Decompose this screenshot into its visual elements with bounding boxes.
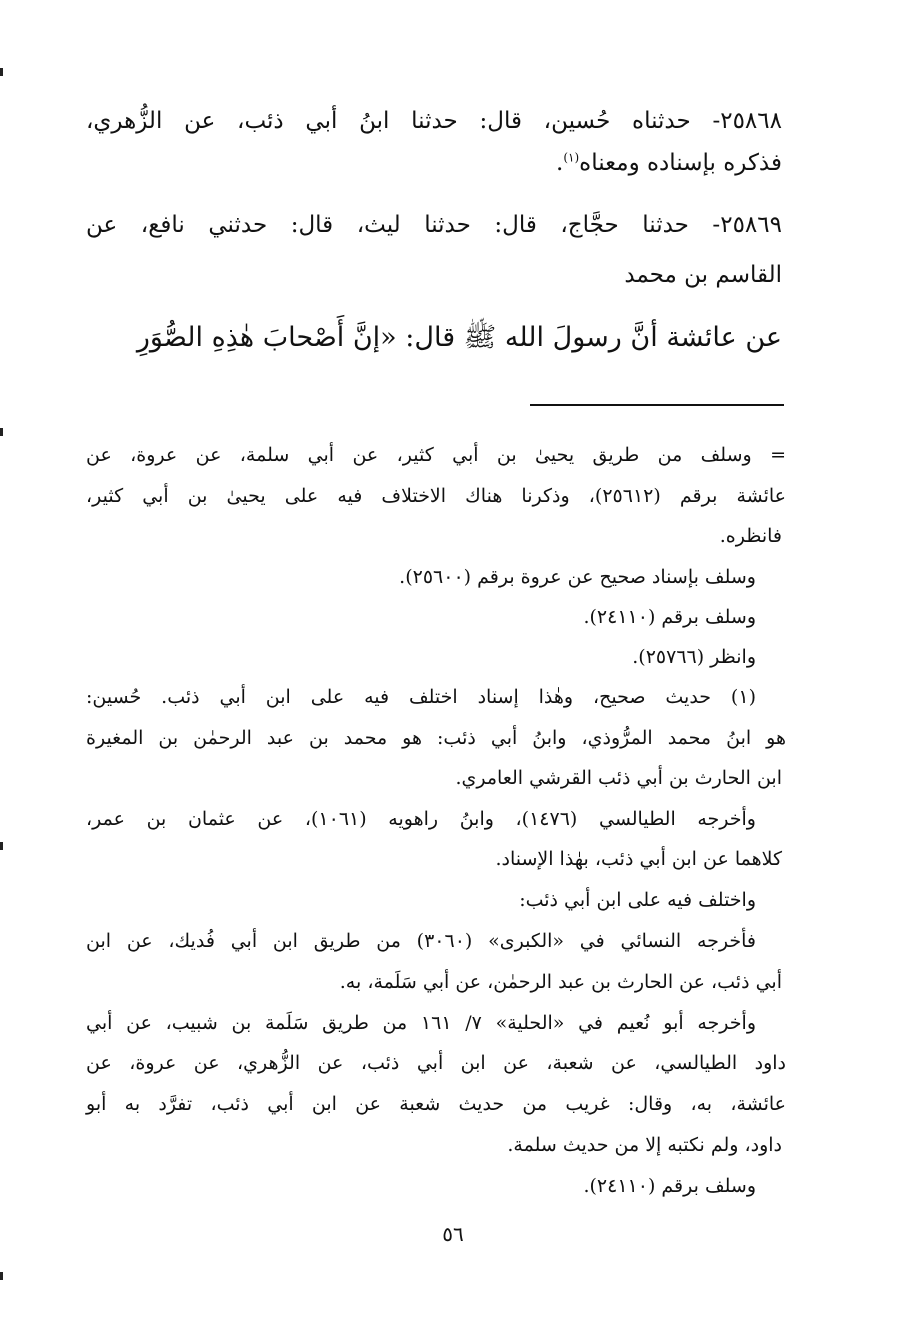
- footnote-1-line: كلاهما عن ابن أبي ذئب، بهٰذا الإسناد.: [495, 848, 782, 870]
- footnote-1-line: داود، ولم نكتبه إلا من حديث سلمة.: [507, 1134, 782, 1156]
- footnote-1-line: عائشة، به، وقال: غريب من حديث شعبة عن ابن أبي ذئب، تفرَّد به أبو: [86, 1093, 787, 1115]
- scan-edge-mark: [0, 68, 3, 76]
- footnote-continuation-line: وسلف برقم (٢٤١١٠).: [583, 606, 756, 628]
- footnote-1-line: (١) حديث صحيح، وهٰذا إسناد اختلف فيه على ابن أبي ذئب. حُسين:: [86, 686, 756, 708]
- footnote-1-line: داود الطيالسي، عن شعبة، عن ابن أبي ذئب، عن الزُّهري، عن عروة، عن: [86, 1052, 786, 1074]
- footnote-ref-1: (١): [563, 150, 580, 165]
- hadith-25869-line-3: عن عائشة أنَّ رسولَ الله ﷺ قال: «إنَّ أَصْحابَ هٰذِهِ الصُّوَرِ: [136, 322, 782, 353]
- footnote-continuation-line: = وسلف من طريق يحيىٰ بن أبي كثير، عن أبي سلمة، عن عروة، عن: [86, 444, 786, 466]
- footnote-1-line: وأخرجه أبو نُعيم في «الحلية» ٧/ ١٦١ من طريق سَلَمة بن شبيب، عن أبي: [86, 1012, 756, 1034]
- hadith-25869-line-2: القاسم بن محمد: [624, 262, 782, 288]
- hadith-25868-line-1: ٢٥٨٦٨- حدثناه حُسين، قال: حدثنا ابنُ أبي ذئب، عن الزُّهري،: [86, 108, 782, 134]
- footnote-continuation-line: فانظره.: [719, 525, 782, 547]
- scan-edge-mark: [0, 842, 3, 850]
- footnote-continuation-line: وسلف بإسناد صحيح عن عروة برقم (٢٥٦٠٠).: [399, 566, 756, 588]
- scan-edge-mark: [0, 1272, 3, 1280]
- hadith-25868-end: .: [556, 150, 564, 176]
- footnote-1-line: وسلف برقم (٢٤١١٠).: [583, 1175, 756, 1197]
- footnote-1-line: أبي ذئب، عن الحارث بن عبد الرحمٰن، عن أبي سَلَمة، به.: [339, 971, 782, 993]
- footnote-1-line: فأخرجه النسائي في «الكبرى» (٣٠٦٠) من طريق ابن أبي فُديك، عن ابن: [86, 930, 756, 952]
- page-number: ٥٦: [442, 1222, 464, 1246]
- hadith-25868-text: فذكره بإسناده ومعناه: [579, 150, 782, 176]
- footnote-1-line: وأخرجه الطيالسي (١٤٧٦)، وابنُ راهويه (١٠٦١)، عن عثمان بن عمر،: [86, 808, 756, 830]
- footnote-1-line: واختلف فيه على ابن أبي ذئب:: [519, 889, 756, 911]
- hadith-25868-line-2: [556, 150, 782, 176]
- footnote-1-line: ابن الحارث بن أبي ذئب القرشي العامري.: [455, 767, 782, 789]
- hadith-25869-line-1: ٢٥٨٦٩- حدثنا حجَّاج، قال: حدثنا ليث، قال: حدثني نافع، عن: [86, 212, 782, 238]
- footnote-continuation-line: عائشة برقم (٢٥٦١٢)، وذكرنا هناك الاختلاف فيه على يحيىٰ بن أبي كثير،: [86, 485, 787, 507]
- footnote-1-line: هو ابنُ محمد المرُّوذي، وابنُ أبي ذئب: هو محمد بن عبد الرحمٰن بن المغيرة: [86, 727, 786, 749]
- footnote-continuation-line: وانظر (٢٥٧٦٦).: [632, 646, 756, 668]
- footnote-separator: [530, 404, 784, 406]
- scan-edge-mark: [0, 428, 3, 436]
